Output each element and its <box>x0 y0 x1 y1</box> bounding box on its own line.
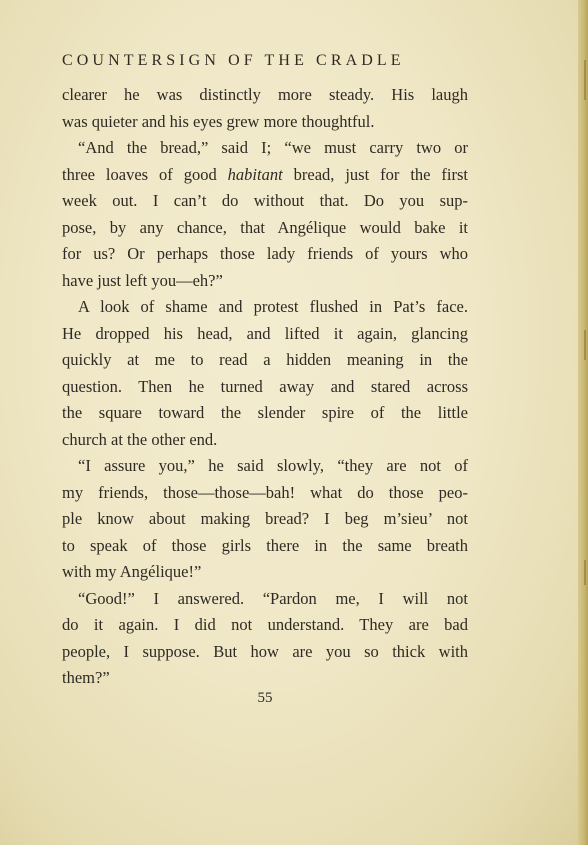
page-edge-mark <box>584 330 586 360</box>
text-line: question. Then he turned away and stared across <box>62 376 468 396</box>
text-line: three loaves of good habitant bread, just for the first <box>62 164 469 184</box>
page-edge-mark <box>584 60 586 100</box>
text-line: pose, by any chance, that Angélique would bake it <box>62 217 468 237</box>
text-line: for us? Or perhaps those lady friends of yours who <box>62 244 468 263</box>
text-line: He dropped his head, and lifted it again, glancing <box>62 323 468 343</box>
running-head: COUNTERSIGN OF THE CRADLE <box>62 52 405 69</box>
text-line: quickly at me to read a hidden meaning in the <box>62 350 468 369</box>
text-line: people, I suppose. But how are you so thick with <box>62 641 468 661</box>
page-number: 55 <box>257 690 273 706</box>
text-line: “I assure you,” he said slowly, “they are not of <box>78 456 468 475</box>
text-line: A look of shame and protest flushed in Pat’s face. <box>78 297 468 316</box>
text-line: with my Angélique!” <box>62 562 202 581</box>
text-line: have just left you—eh?” <box>62 270 223 290</box>
text-line: was quieter and his eyes grew more thoughtful. <box>62 111 375 131</box>
page-edge-mark <box>584 560 586 585</box>
text-line: ple know about making bread? I beg m’sieu’ not <box>62 509 468 528</box>
text-line: church at the other end. <box>62 429 218 449</box>
text-line: my friends, those—those—bah! what do those peo- <box>62 482 468 502</box>
text-line: the square toward the slender spire of the little <box>62 403 468 422</box>
text-line: clearer he was distinctly more steady. His laugh <box>62 85 468 104</box>
text-line: do it again. I did not understand. They are bad <box>62 615 468 634</box>
page-edge <box>578 0 588 845</box>
text-line: “And the bread,” said I; “we must carry two or <box>78 138 468 157</box>
text-line: week out. I can’t do without that. Do you sup- <box>62 191 468 210</box>
text-line: to speak of those girls there in the same breath <box>62 535 468 555</box>
text-line: “Good!” I answered. “Pardon me, I will not <box>78 588 468 608</box>
body-text <box>62 82 468 692</box>
text-line: them?” <box>62 668 110 687</box>
